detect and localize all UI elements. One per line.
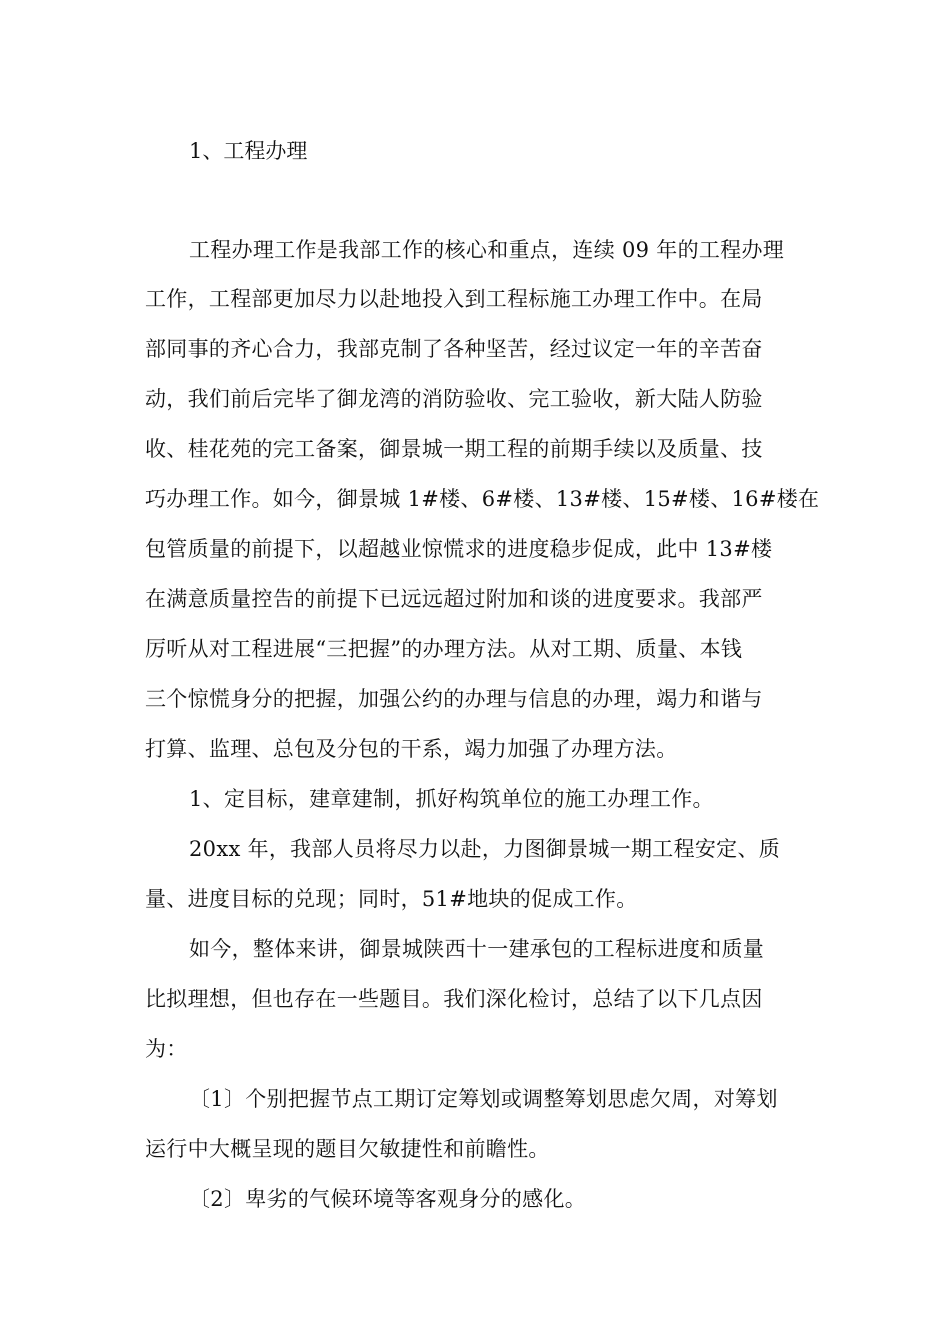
section-heading: 1、工程办理: [189, 139, 308, 163]
paragraph-line: 打算、监理、总包及分包的干系，竭力加强了办理方法。: [145, 737, 678, 761]
paragraph-line: 巧办理工作。如今，御景城 1#楼、6#楼、13#楼、15#楼、16#楼在: [145, 487, 820, 511]
paragraph-line: 部同事的齐心合力，我部克制了各种坚苦，经过议定一年的辛苦奋: [145, 337, 763, 361]
paragraph-line: 工作，工程部更加尽力以赴地投入到工程标施工办理工作中。在局: [145, 287, 763, 311]
paragraph-line: 三个惊慌身分的把握，加强公约的办理与信息的办理，竭力和谐与: [145, 687, 763, 711]
paragraph-line: 包管质量的前提下，以超越业惊慌求的进度稳步促成，此中 13#楼: [145, 537, 773, 561]
paragraph-line: 收、桂花苑的完工备案，御景城一期工程的前期手续以及质量、技: [145, 437, 763, 461]
paragraph-line: 〔1〕个别把握节点工期订定筹划或调整筹划思虑欠周，对筹划: [189, 1087, 778, 1111]
paragraph-line: 量、进度目标的兑现；同时，51#地块的促成工作。: [145, 887, 638, 911]
paragraph-line: 动，我们前后完毕了御龙湾的消防验收、完工验收，新大陆人防验: [145, 387, 763, 411]
paragraph-line: 为：: [145, 1037, 188, 1061]
paragraph-line: 比拟理想，但也存在一些题目。我们深化检讨，总结了以下几点因: [145, 987, 763, 1011]
paragraph-line: 20xx 年，我部人员将尽力以赴，力图御景城一期工程安定、质: [189, 837, 781, 861]
paragraph-line: 1、定目标，建章建制，抓好构筑单位的施工办理工作。: [189, 787, 714, 811]
paragraph-line: 工程办理工作是我部工作的核心和重点，连续 09 年的工程办理: [189, 238, 785, 262]
paragraph-line: 〔2〕卑劣的气候环境等客观身分的感化。: [189, 1187, 587, 1211]
paragraph-line: 运行中大概呈现的题目欠敏捷性和前瞻性。: [145, 1137, 550, 1161]
paragraph-line: 厉听从对工程进展“三把握”的办理方法。从对工期、质量、本钱: [145, 637, 743, 661]
paragraph-line: 如今，整体来讲，御景城陕西十一建承包的工程标进度和质量: [189, 937, 765, 961]
paragraph-line: 在满意质量控告的前提下已远远超过附加和谈的进度要求。我部严: [145, 587, 763, 611]
